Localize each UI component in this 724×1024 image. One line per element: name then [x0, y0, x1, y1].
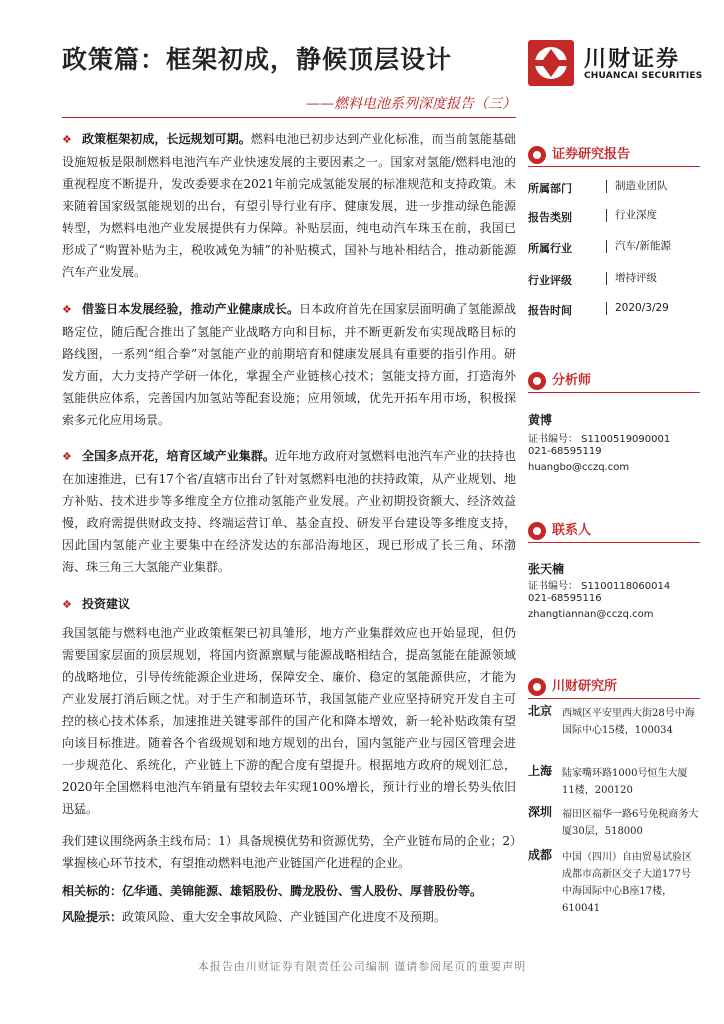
info-key: 所属行业 — [528, 242, 572, 255]
office-city-beijing: 北京 — [528, 704, 553, 718]
title-divider — [62, 117, 516, 118]
section-title: 分析师 — [552, 373, 592, 388]
section-dot-icon — [528, 522, 546, 540]
office-city-shanghai: 上海 — [528, 764, 553, 778]
section-title: 川财研究所 — [552, 679, 618, 694]
paragraph-body: 日本政府首先在国家层面明确了氢能源战略定位，随后配合推出了氢能产业战略方向和目标，并不断更新发布实现战略目标的路线图，一系列“组合拳”对氢能产业的前期培育和健康发展具有重要的指引作用。研发方面，大力支持产学研一体化，掌握全产业链核心技术；氢能支持方面，打造海外氢能供应体系，完善国内加氢站等配套设施；应用领域，优先开拓车用市场，积极探索多元化应用场景。 — [62, 302, 516, 427]
info-key: 报告类别 — [528, 211, 572, 224]
office-address-beijing: 西城区平安里西大街28号中海国际中心15楼，100034 — [562, 708, 695, 736]
info-key: 行业评级 — [528, 274, 572, 287]
info-key: 报告时间 — [528, 304, 572, 317]
section-divider — [528, 166, 700, 167]
paragraph-lead: 借鉴日本发展经验，推动产业健康成长。 — [82, 302, 300, 316]
info-row-industry — [528, 240, 700, 260]
section-report-info — [528, 144, 700, 168]
info-key: 所属部门 — [528, 182, 572, 195]
office-city-chengdu: 成都 — [528, 848, 553, 862]
chuancai-logo-icon — [528, 40, 574, 86]
related-stocks-label: 相关标的： — [62, 884, 123, 898]
report-title: 政策篇：框架初成，静候顶层设计 — [62, 45, 453, 74]
section-analyst — [528, 370, 700, 394]
bullet-icon: ❖ — [62, 303, 72, 316]
info-row-department — [528, 180, 700, 200]
info-value: 汽车/新能源 — [606, 240, 671, 253]
info-value: 增持评级 — [606, 272, 657, 285]
bullet-icon: ❖ — [62, 598, 72, 611]
analyst-phone[interactable]: 021-68595119 — [528, 446, 602, 457]
section-dot-icon — [528, 372, 546, 390]
bullet-icon: ❖ — [62, 450, 72, 463]
heading-text: 投资建议 — [82, 597, 131, 611]
paragraph-regional-clusters — [62, 445, 516, 578]
analyst-email[interactable]: huangbo@cczq.com — [528, 462, 630, 473]
office-address-shenzhen: 福田区福华一路6号免税商务大厦30层，518000 — [562, 809, 699, 837]
paragraph-body: 燃料电池已初步达到产业化标准，而当前氢能基础设施短板是限制燃料电池汽车产业快速发展的主要因素之一。国家对氢能/燃料电池的重视程度不断提升，发改委要求在2021年前完成氢能发展的标准规范和支持政策。未来随着国家级氢能规划的出台，有望引导行业有序、健康发展，进一步推动绿色能源转型，为燃料电池产业发展提供有力保障。补贴层面，纯电动汽车珠玉在前，我国已形成了“购置补贴为主，税收减免为辅”的补贴模式，国补与地补相结合，推动新能源汽车产业发展。 — [62, 132, 516, 279]
paragraph-investment-advice: 我国氢能与燃料电池产业政策框架已初具雏形，地方产业集群效应也开始显现，但仍需要国家层面的顶层规划，将国内资源禀赋与能源战略相结合，提高氢能在能源领域的战略地位，引导传统能源企业进场，保障安全、廉价、稳定的氢能源供应，才能为产业发展打消后顾之忧。对于生产和制造环节，我国氢能产业应坚持研究开发自主可控的核心技术体系，加速推进关键零部件的国产化和降本增效，新一轮补贴政策有望向该目标推进。随着各个省级规划和地方规划的出台，国内氢能产业与园区管理会进一步规范化、系统化，产业链上下游的配合度有望提升。根据地方政府的规划汇总，2020年全国燃料电池汽车销量有望较去年实现100%增长，预计行业的增长势头依旧迅猛。 — [62, 626, 516, 816]
page-footer-disclaimer: 本报告由川财证券有限责任公司编制 谨请参阅尾页的重要声明 — [197, 960, 527, 973]
section-institute — [528, 676, 700, 700]
section-title: 联系人 — [552, 523, 592, 538]
logo-name-en: CHUANCAI SECURITIES — [584, 71, 703, 81]
paragraph-lead: 全国多点开花，培育区域产业集群。 — [82, 449, 275, 463]
report-subtitle: ——燃料电池系列深度报告（三） — [306, 96, 516, 112]
paragraph-strategy: 我们建议围绕两条主线布局：1）具备规模优势和资源优势，全产业链布局的企业；2）掌握核心环节技术，有望推动燃料电池产业链国产化进程的企业。 — [62, 834, 516, 870]
paragraph-lead: 政策框架初成，长远规划可期。 — [82, 132, 251, 146]
analyst-cert: 证书编号： S1100519090001 — [528, 434, 671, 445]
contact-name: 张天楠 — [528, 562, 565, 576]
section-divider — [528, 542, 700, 543]
section-contact — [528, 520, 700, 544]
info-row-report-date — [528, 302, 700, 322]
risk-body: 政策风险、重大安全事故风险、产业链国产化进度不及预期。 — [122, 910, 447, 924]
section-dot-icon — [528, 146, 546, 164]
contact-phone[interactable]: 021-68595116 — [528, 593, 602, 604]
paragraph-related-stocks — [62, 880, 516, 902]
info-value: 制造业团队 — [606, 180, 668, 193]
office-address-shanghai: 陆家嘴环路1000号恒生大厦11楼，200120 — [562, 768, 688, 796]
paragraph-body: 近年地方政府对氢燃料电池汽车产业的扶持也在加速推进，已有17个省/直辖市出台了针对氢燃料电池的扶持政策，从产业规划、地方补贴、技术进步等多维度全方位推动氢能产业发展。产业初期投资额大、经济效益慢，政府需提供财政支持、终端运营订单、基金直投、研发平台建设等多维度支持，因此国内氢能产业主要集中在经济发达的东部沿海地区，现已形成了长三角、环渤海、珠三角三大氢能产业集群。 — [62, 449, 516, 574]
analyst-name: 黄博 — [528, 413, 553, 427]
related-stocks-list: 亿华通、美锦能源、雄韬股份、腾龙股份、雪人股份、厚普股份等。 — [122, 884, 483, 898]
office-city-shenzhen: 深圳 — [528, 805, 553, 819]
contact-email[interactable]: zhangtiannan@cczq.com — [528, 609, 654, 620]
section-divider — [528, 392, 700, 393]
office-address-chengdu: 中国（四川）自由贸易试验区成都市高新区交子大道177号中海国际中心B座17楼，610041 — [562, 852, 692, 914]
info-value: 行业深度 — [606, 209, 657, 222]
company-logo — [528, 40, 703, 90]
risk-label: 风险提示： — [62, 910, 123, 924]
paragraph-japan-experience — [62, 298, 516, 431]
investment-advice-heading — [62, 595, 516, 612]
section-divider — [528, 698, 700, 699]
logo-name-cn: 川财证券 — [584, 47, 681, 72]
bullet-icon: ❖ — [62, 133, 72, 146]
info-value: 2020/3/29 — [606, 302, 669, 315]
contact-cert: 证书编号： S1100118060014 — [528, 581, 671, 592]
paragraph-policy-framework — [62, 128, 516, 283]
section-title: 证券研究报告 — [552, 147, 631, 162]
info-row-rating — [528, 272, 700, 292]
paragraph-risk — [62, 906, 516, 928]
section-dot-icon — [528, 678, 546, 696]
info-row-report-type — [528, 209, 700, 229]
